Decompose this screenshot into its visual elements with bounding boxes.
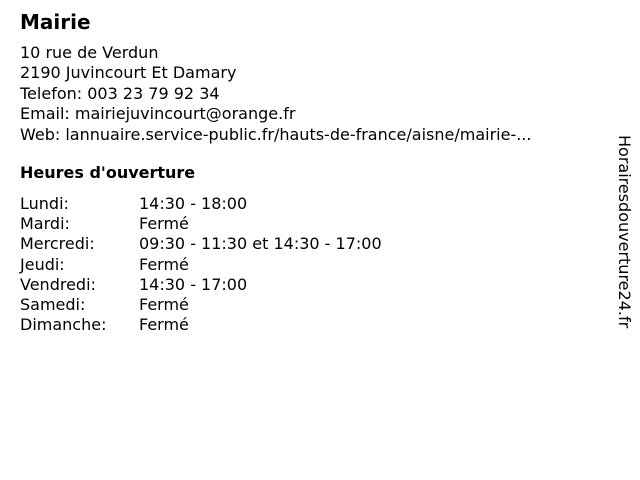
day-label: Mardi:: [20, 214, 70, 234]
phone-number: Telefon: 003 23 79 92 34: [20, 83, 220, 103]
website-link: Web: lannuaire.service-public.fr/hauts-de-france/aisne/mairie-...: [20, 124, 532, 144]
hours-row-wednesday: [20, 234, 382, 254]
hours-row-thursday: [20, 255, 382, 275]
day-hours: 09:30 - 11:30 et 14:30 - 17:00: [139, 234, 382, 254]
day-hours: Fermé: [139, 254, 189, 274]
day-label: Vendredi:: [20, 274, 96, 294]
day-label: Jeudi:: [20, 254, 65, 274]
day-hours: 14:30 - 18:00: [139, 194, 248, 213]
hours-row-sunday: [20, 315, 382, 335]
day-label: Mercredi:: [20, 234, 95, 254]
hours-row-saturday: [20, 295, 382, 315]
email-address: Email: mairiejuvincourt@orange.fr: [20, 104, 296, 124]
day-hours: Fermé: [139, 295, 189, 315]
day-label: Samedi:: [20, 295, 86, 315]
day-hours: Fermé: [139, 214, 189, 234]
day-hours: Fermé: [139, 315, 189, 335]
business-title: Mairie: [20, 10, 91, 34]
city-address: 2190 Juvincourt Et Damary: [20, 63, 237, 83]
day-hours: 14:30 - 17:00: [139, 274, 248, 294]
hours-row-monday: [20, 194, 382, 214]
day-label: Dimanche:: [20, 315, 107, 335]
hours-row-friday: [20, 275, 382, 295]
site-watermark: Horairesdouverture24.fr: [615, 135, 634, 329]
opening-hours-table: [20, 194, 382, 335]
hours-row-tuesday: [20, 214, 382, 234]
street-address: 10 rue de Verdun: [20, 43, 159, 62]
contact-block: [20, 43, 531, 145]
day-label: Lundi:: [20, 194, 69, 213]
opening-hours-heading: Heures d'ouverture: [20, 163, 196, 182]
